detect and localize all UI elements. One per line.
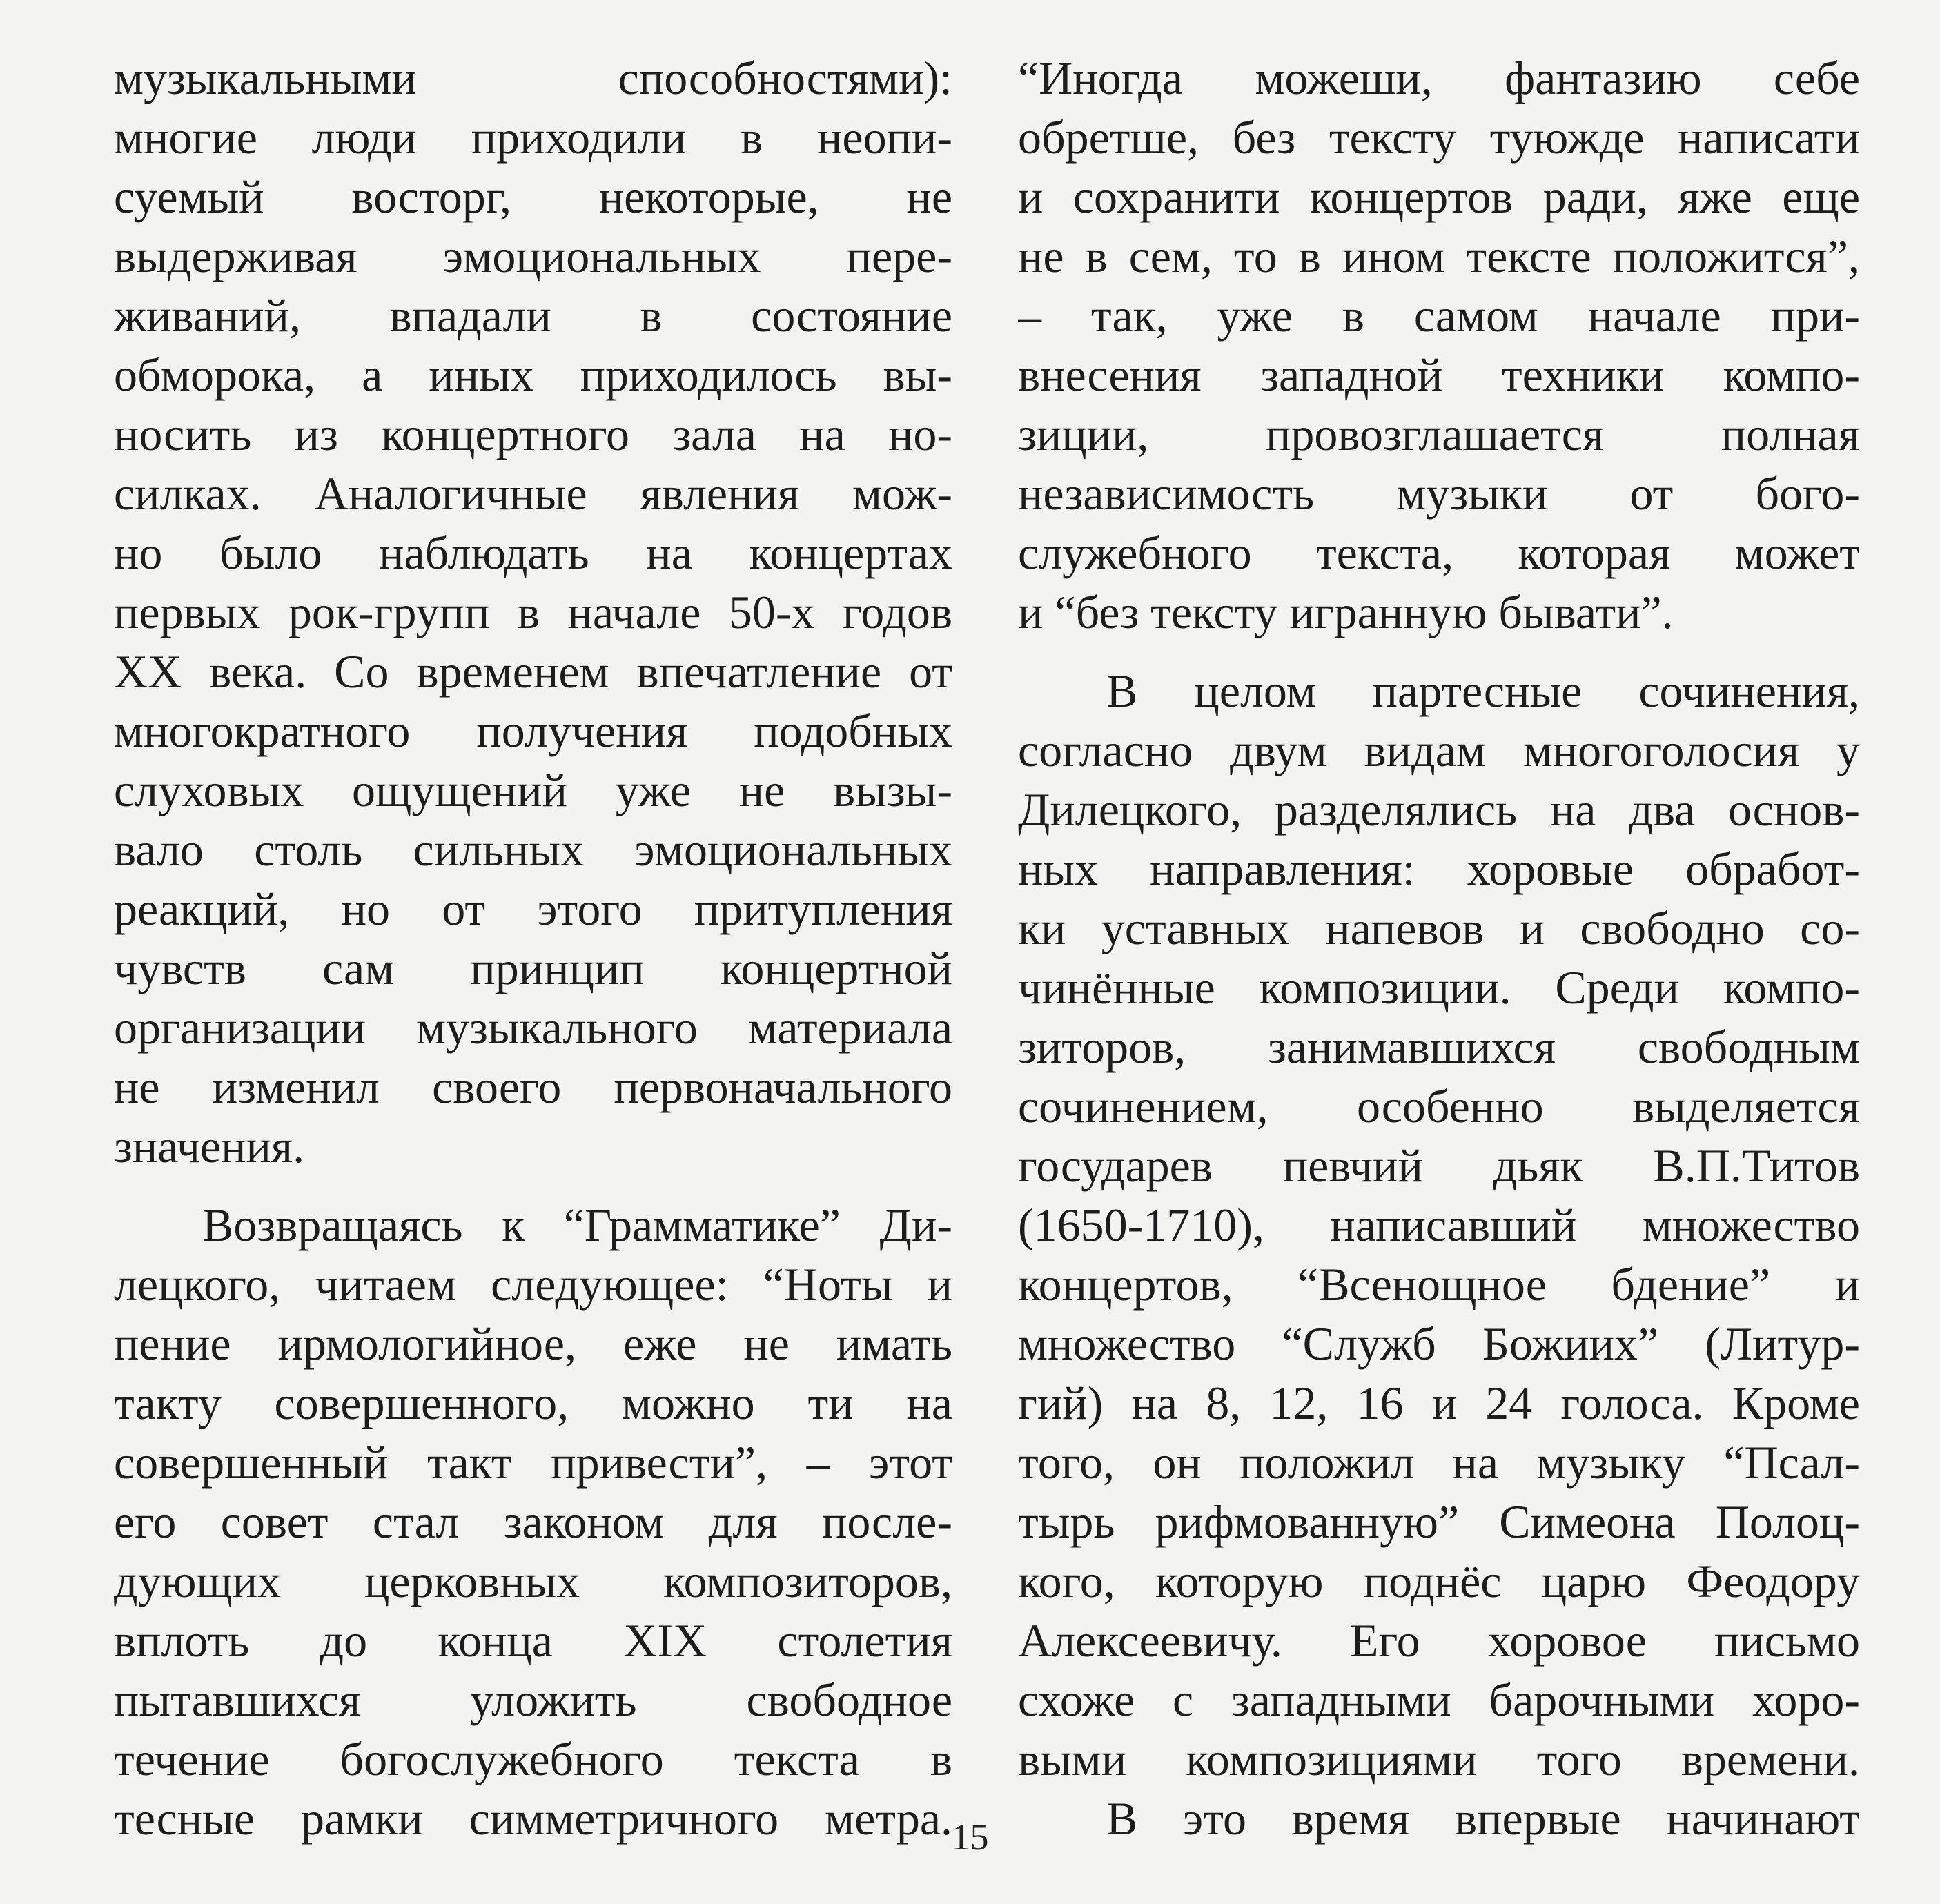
text-line: согласно двум видам многоголосия у	[1018, 724, 1860, 776]
text-line: государев певчий дьяк В.П.Титов	[1018, 1139, 1860, 1192]
text-line: слуховых ощущений уже не вызы-	[114, 764, 952, 816]
text-line: зиторов, занимавшихся свободным	[1018, 1021, 1860, 1073]
text-line: концертов, “Всенощное бдение” и	[1018, 1258, 1860, 1311]
text-line: пытавшихся уложить свободное	[114, 1674, 952, 1726]
paragraph-gap	[1018, 642, 1860, 661]
text-line: чинённые композиции. Среди компо-	[1018, 961, 1860, 1014]
text-line: и сохранити концертов ради, яже еще	[1018, 170, 1860, 223]
text-line: ных направления: хоровые обработ-	[1018, 843, 1860, 895]
text-line: значения.	[114, 1120, 305, 1172]
text-line: схоже с западными барочными хоро-	[1018, 1674, 1860, 1726]
text-line: реакций, но от этого притупления	[114, 883, 952, 935]
text-line: многие люди приходили в неопи-	[114, 111, 952, 164]
text-line: сочинением, особенно выделяется	[1018, 1080, 1860, 1132]
text-line: музыкальными способностями):	[114, 52, 952, 104]
text-line: силках. Аналогичные явления мож-	[114, 467, 952, 520]
paragraph	[114, 48, 952, 1176]
text-line: суемый восторг, некоторые, не	[114, 170, 952, 223]
text-line: служебного текста, которая может	[1018, 527, 1860, 579]
text-line: внесения западной техники компо-	[1018, 349, 1860, 401]
text-line: течение богослужебного текста в	[114, 1733, 952, 1785]
text-line: первых рок-групп в начале 50-х годов	[114, 586, 952, 638]
text-line: кого, которую поднёс царю Феодору	[1018, 1555, 1860, 1607]
text-line: В это время впервые начинают	[1106, 1792, 1860, 1845]
paragraph-gap	[114, 1176, 952, 1195]
text-line: и “без тексту игранную бывати”.	[1018, 586, 1674, 638]
text-line: зиции, провозглашается полная	[1018, 408, 1860, 460]
text-line: тырь рифмованную” Симеона Полоц-	[1018, 1495, 1860, 1548]
text-line: Возвращаясь к “Грамматике” Ди-	[202, 1199, 952, 1251]
right-column	[1018, 48, 1860, 1848]
text-line: Алексеевичу. Его хоровое письмо	[1018, 1614, 1860, 1667]
text-line: его совет стал законом для после-	[114, 1495, 952, 1548]
text-line: множество “Служб Божиих” (Литур-	[1018, 1317, 1860, 1370]
text-line: дующих церковных композиторов,	[114, 1555, 952, 1607]
text-line: XX века. Со временем впечатление от	[114, 645, 952, 698]
text-line: обретше, без тексту туюжде написати	[1018, 111, 1860, 164]
text-line: организации музыкального материала	[114, 1001, 952, 1054]
text-line: того, он положил на музыку “Псал-	[1018, 1436, 1860, 1489]
paragraph	[1018, 48, 1860, 642]
text-line: чувств сам принцип концертной	[114, 942, 952, 994]
text-line: вплоть до конца XIX столетия	[114, 1614, 952, 1667]
text-line: совершенный такт привести”, – этот	[114, 1436, 952, 1489]
left-column	[114, 48, 952, 1848]
text-line: живаний, впадали в состояние	[114, 289, 952, 342]
page-number: 15	[951, 1816, 989, 1858]
text-line: не в сем, то в ином тексте положится”,	[1018, 230, 1860, 282]
text-line: не изменил своего первоначального	[114, 1061, 952, 1113]
text-line: но было наблюдать на концертах	[114, 527, 952, 579]
text-line: гий) на 8, 12, 16 и 24 голоса. Кроме	[1018, 1377, 1860, 1429]
text-line: выдерживая эмоциональных пере-	[114, 230, 952, 282]
text-line: вало столь сильных эмоциональных	[114, 823, 952, 876]
text-line: обморока, а иных приходилось вы-	[114, 349, 952, 401]
text-line: многократного получения подобных	[114, 705, 952, 757]
paragraph	[1018, 661, 1860, 1789]
text-line: ки уставных напевов и свободно со-	[1018, 902, 1860, 954]
text-line: (1650-1710), написавший множество	[1018, 1199, 1860, 1251]
text-line: “Иногда можеши, фантазию себе	[1018, 52, 1860, 104]
text-line: тесные рамки симметричного метра.	[114, 1792, 952, 1845]
text-line: Дилецкого, разделялись на два основ-	[1018, 783, 1860, 836]
paragraph	[114, 1195, 952, 1848]
text-line: независимость музыки от бого-	[1018, 467, 1860, 520]
text-line: лецкого, читаем следующее: “Ноты и	[114, 1258, 952, 1311]
text-line: носить из концертного зала на но-	[114, 408, 952, 460]
text-line: – так, уже в самом начале при-	[1018, 289, 1860, 342]
text-line: В целом партесные сочинения,	[1106, 665, 1860, 717]
text-line: пение ирмологийное, еже не имать	[114, 1317, 952, 1370]
text-line: такту совершенного, можно ти на	[114, 1377, 952, 1429]
text-line: выми композициями того времени.	[1018, 1733, 1860, 1785]
